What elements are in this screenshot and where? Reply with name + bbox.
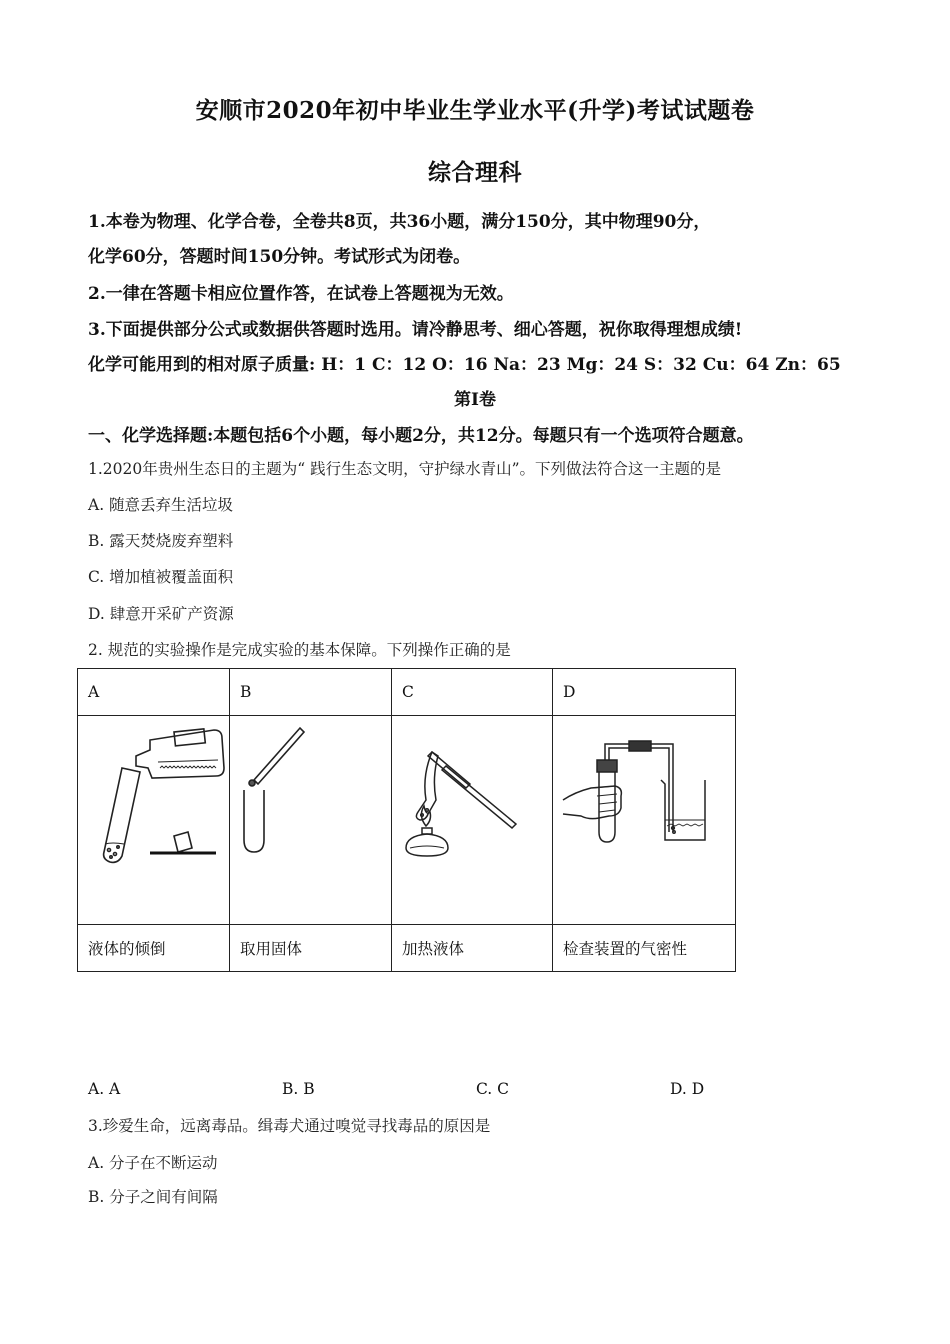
q1-stem: 1.2020年贵州生态日的主题为“ 践行生态文明，守护绿水青山”。下列做法符合这一主题的是 [88,460,722,478]
q2-stem: 2. 规范的实验操作是完成实验的基本保障。下列操作正确的是 [88,641,511,659]
q2-caption-d: 检查装置的气密性 [553,925,736,972]
q2-choice-d: D. D [670,1080,705,1098]
q2-caption-b: 取用固体 [230,925,392,972]
exam-title: 安顺市2020年初中毕业生学业水平(升学)考试试题卷 [195,97,755,124]
q3-option-b: B. 分子之间有间隔 [88,1188,218,1206]
heating-liquid-diagram-icon [392,716,552,924]
q1-option-a: A. 随意丢弃生活垃圾 [88,496,234,514]
q3-stem: 3.珍爱生命，远离毒品。缉毒犬通过嗅觉寻找毒品的原因是 [88,1117,491,1135]
q2-choice-c: C. C [476,1080,510,1098]
q3-option-a: A. 分子在不断运动 [88,1154,218,1172]
q2-header-a: A [78,669,230,716]
taking-solid-diagram-icon [230,716,391,924]
note-line: 3.下面提供部分公式或数据供答题时选用。请冷静思考、细心答题，祝你取得理想成绩! [88,320,743,340]
note-line: 2.一律在答题卡相应位置作答，在试卷上答题视为无效。 [88,284,514,304]
q2-caption-a: 液体的倾倒 [78,925,230,972]
exam-subject: 综合理科 [428,159,522,186]
note-line: 1.本卷为物理、化学合卷，全卷共8页，共36小题，满分150分，其中物理90分， [88,212,711,232]
pouring-liquid-diagram-icon [78,716,229,924]
q2-header-c: C [392,669,553,716]
q2-caption-c: 加热液体 [392,925,553,972]
volume-label: 第I卷 [454,390,496,410]
q1-option-b: B. 露天焚烧废弃塑料 [88,532,234,550]
airtightness-check-diagram-icon [553,716,735,924]
atomic-mass-line: 化学可能用到的相对原子质量: H：1 C：12 O：16 Na：23 Mg：24 S：32 Cu：64 Zn：65 [88,355,841,375]
q2-choice-a: A. A [88,1080,121,1098]
q2-options-table [77,668,736,972]
q1-option-c: C. 增加植被覆盖面积 [88,568,234,586]
q2-header-d: D [553,669,736,716]
section-heading: 一、化学选择题:本题包括6个小题，每小题2分，共12分。每题只有一个选项符合题意。 [88,426,754,446]
q2-header-b: B [230,669,392,716]
q1-option-d: D. 肆意开采矿产资源 [88,605,234,623]
q2-choice-b: B. B [282,1080,315,1098]
note-line: 化学60分，答题时间150分钟。考试形式为闭卷。 [88,247,471,267]
